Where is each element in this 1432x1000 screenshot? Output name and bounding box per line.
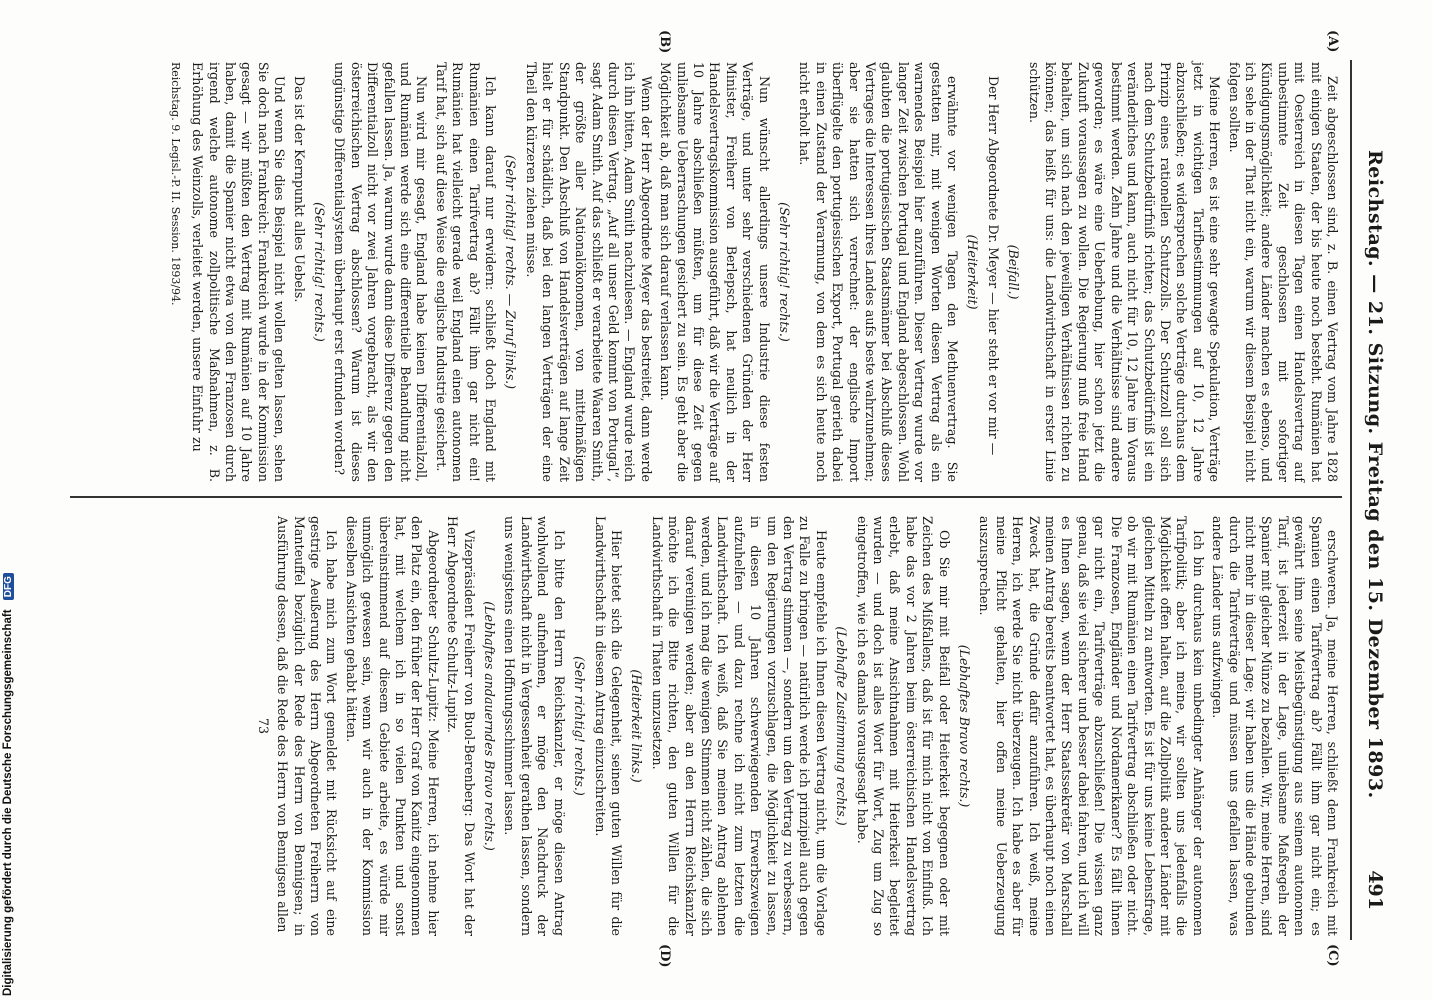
interjection: (Sehr richtig! rechts. — Zuruf links.) xyxy=(503,154,519,390)
interjection: (Heiterkeit) xyxy=(965,234,981,310)
source-line: Reichstag. 9. Legisl.-P. II. Session. 1893/94. xyxy=(168,62,182,306)
paragraph: erschweren. Ja, meine Herren, schließt denn Frankreich mit Spanien einen Tarifvertrag ab? Fällt ihm gar nicht ein; es gewährt ihm seine Meistbegünstigung aus seinem autonomen Tarif, ist jederzeit in der Lage, unliebsame Maßregeln der Spanier mit gleicher Münze zu bezahlen. Wir, meine Herren, sind nicht mehr in dieser Lage; wir haben uns die Hände gebunden durch die Tarifverträge und müssen uns gefallen lassen, was andere Länder uns aufzwingen. xyxy=(1210,516,1340,936)
interjection: (Sehr richtig! rechts.) xyxy=(312,202,328,342)
paragraph: Und wenn Sie dies Beispiel nicht wollen gelten lassen, sehen Sie doch nach Frankreich: Frankreich wurde in der Kommission gesagt — wir müßten den Vertrag mit Rumänien auf 10 Jahre haben, damit die Spanier nicht etwa von den Franzosen durch irgend welche autonome zollpolitische Maßnahmen, z. B. Erhöhung des Weinzolls, verleitet werden, unsere Einfuhr zu xyxy=(190,62,288,482)
paragraph: Wenn der Herr Abgeordnete Meyer das bestreitet, dann werde ich ihn bitten, Adam Smith nachzulesen. — England wurde reich durch diesen Vertrag. „Auf all unser Geld kommt von Portugal“, sagt Adam Smith. Auf das schließt er verarbeitete Waaren Smith, der größte aller Nationalökonomen, von mittelmäßigen Standpunkt. Den Abschluß von Handelsverträgen auf lange Zeit hielt er für schädlich, daß bei den langen Verträgen der eine Theil den kürzeren ziehen müsse. xyxy=(523,62,654,482)
paragraph: Ich habe mich zum Wort gemeldet mit Rücksicht auf eine gestrige Aeußerung des Herrn Abgeordneten Freiherrn von Manteuffel bezüglich der Rede des Herrn von Bennigsen; in Ausführung dessen, daß die Rede des Herrn von Bennigsen allen xyxy=(275,516,340,936)
interjection: (Sehr richtig! rechts.) xyxy=(572,656,588,796)
paragraph: Vizepräsident Freiherr von Buol-Berenberg: Das Wort hat der Herr Abgeordnete Schultz-Lupitz. xyxy=(445,516,477,936)
paragraph: Der Herr Abgeordnete Dr. Meyer — hier steht er vor mir — xyxy=(985,76,1001,456)
page-number: 491 xyxy=(1364,870,1386,910)
page-header xyxy=(1356,60,1386,920)
interjection: (Beifall.) xyxy=(1006,244,1022,300)
paragraph: Meine Herren, es ist eine sehr gewagte Spekulation, Verträge jetzt in wichtigen Tarifbestimmungen auf 10, 12 Jahre abzuschließen; es widersprechen solche Verträge durchaus dem Prinzip eines rationellen Schutzzolls. Der Schutzzoll soll sich nach dem Schutzbedürfniß richten; das Schutzbedürfniß ist ein veränderliches und kann, auch nicht für 10, 12 Jahre im Voraus bestimmt werden. Zehn Jahre und die Verhältnisse sind andere geworden; es wäre eine Ueberhebung, hier schon jetzt die Zukunft voraussagen zu wollen. Die Regierung muß freie Hand behalten, um sich nach den jeweiligen Verhältnissen richten zu können; das heißt für uns: die Landwirthschaft in erster Linie schützen. xyxy=(1026,62,1223,482)
sheet-number: 73 xyxy=(255,717,271,735)
margin-mark-c: (C) xyxy=(1325,944,1340,967)
interjection: (Lebhaftes andauerndes Bravo rechts.) xyxy=(482,601,498,851)
paragraph: Hier bietet sich die Gelegenheit, seinen guten Willen für die Landwirthschaft in diesem Antrag einzuschreiten. xyxy=(592,516,624,936)
paragraph: Zeit abgeschlossen sind, z. B. einen Vertrag vom Jahre 1828 mit einigen Staaten, der bis heute noch besteht. Rumänien hat mit Oesterreich in diesen Tagen einen Handelsvertrag auf unbestimmte Zeit geschlossen mit sofortiger Kündigungsmöglichkeit; andere Länder machen es ebenso, und ich sehe in der That nicht ein, warum wir diesem Beispiel nicht folgen sollten. xyxy=(1226,62,1340,482)
margin-mark-a: (A) xyxy=(1325,30,1340,53)
margin-mark-d: (D) xyxy=(657,944,672,968)
interjection: (Sehr richtig! rechts.) xyxy=(777,202,792,342)
running-title: Reichstag. — 21. Sitzung. Freitag den 15. Dezember 1893. xyxy=(1364,150,1386,799)
paragraph: Abgeordneter Schultz-Lupitz: Meine Herren, ich nehme hier den Platz ein, den früher der Herr Graf von Kanitz eingenommen hat, mit welchem ich in so vielen Punkten und sonst übereinstimmend auf diesem Gebiete arbeite, es würde mir unmöglich gewesen sein, wenn wir auch in der Kommission dieselben Ansichten gehabt hätten. xyxy=(343,516,441,936)
interjection: (Lebhaftes Bravo rechts.) xyxy=(957,644,973,808)
paragraph: erwähnte vor wenigen Tagen den Methuenvertrag. Sie gestatten mir, mit wenigen Worten diesen Vertrag als ein warnendes Beispiel hier anzuführen. Dieser Vertrag wurde vor langer Zeit zwischen Portugal und England abgeschlossen. Wohl glaubten die portugiesischen Staatsmänner bei Abschluß dieses Vertrages die Interessen ihres Landes aufs beste wahrzunehmen; aber sie hatten sich verrechnet: der englische Import überflügelte den portugiesischen Export, Portugal gerieth dabei in einen Zustand der Verarmung, von dem es sich heute noch nicht erholt hat. xyxy=(797,62,961,482)
margin-mark-b: (B) xyxy=(657,30,672,54)
right-text-column xyxy=(251,516,1340,936)
header-rule xyxy=(1350,60,1352,940)
left-text-column xyxy=(163,62,1340,482)
credit-text: Digitalisierung gefördert durch die Deutsche Forschungsgemeinschaft xyxy=(2,609,14,996)
interjection: (Lebhafte Zustimmung rechts.) xyxy=(834,626,850,826)
paragraph: Ob Sie mir mit Beifall oder Heiterkeit begegnen oder mit Zeichen des Mißfallens, daß ist für mich nicht von Einfluß. Ich habe das vor 2 Jahren beim österreichischen Handelsvertrag erlebt, daß meine Ansichtnahmen mit Heiterkeit begleitet wurden — und doch ist alles Wort für Wort, Zug um Zug so eingetroffen, wie ich es damals vorausgesagt habe. xyxy=(854,516,952,936)
paragraph: Das ist der Kernpunkt alles Uebels. xyxy=(291,76,307,303)
column-divider xyxy=(70,496,1342,498)
paragraph: Nun wünscht allerdings unsere Industrie diese festen Verträge, und unter sehr verschiedenen Gründen der Herr Minister, Freiherr von Berlepsch, hat neulich in der Handelsvertragskommission ausgeführt, daß wir die Verträge auf 10 Jahre abschließen müßten, um für diese Zeit gegen unliebsame Ueberraschungen gesichert zu sein. Es geht aber die Möglichkeit ab, daß man sich darauf verlassen kann. xyxy=(658,62,772,482)
interjection: (Heiterkeit links.) xyxy=(629,669,645,783)
dfg-logo: DFG xyxy=(3,573,14,600)
paragraph: Ich bitte den Herrn Reichskanzler, er möge diesen Antrag wohlwollend aufnehmen, er möge den Nachdruck der Landwirthschaft nicht in Vergessenheit gerathen lassen, sondern uns wenigstens einen Hoffnungsschimmer lassen. xyxy=(502,516,567,936)
paragraph: Ich kann darauf nur erwidern: schließt doch England mit Rumänien einen Tarifvertrag ab? Fällt ihm gar nicht ein! Rumänien hat vielleicht gerade weil England einen autonomen Tarif hat, sich auf diese Weise die englische Industrie gesichert. xyxy=(433,62,499,482)
paragraph: Ich bin durchaus kein unbedingter Anhänger der autonomen Tarifpolitik; aber ich meine, wir sollten uns jedenfalls die Möglichkeit offen halten, auf die Zollpolitik anderer Länder mit gleichen Mitteln zu antworten. Es ist für uns keine Lebensfrage, ob wir mit Rumänien einen Tarifvertrag abschließen oder nicht. Die Franzosen, Engländer und Nordamerikaner? Es fällt ihnen gar nicht ein, Tarifverträge abzuschließen! Die wissen ganz genau, daß sie viel sicherer und besser dabei fahren, und ich will es Ihnen sagen, wenn der Herr Staatssekretär von Marschall meinen Antrag bereits beantwortet hat, es überhaupt noch einen Zweck hat, die Gründe dafür anzuführen. Ich weiß, meine Herren, ich werde Sie nicht überzeugen. Ich habe es aber für meine Pflicht gehalten, hier offen meine Ueberzeugung auszusprechen. xyxy=(977,516,1206,936)
paragraph: Nun wird mir gesagt, England habe keinen Differentialzoll, und Rumänien werde sich eine differentielle Behandlung nicht gefallen lassen. Ja, warum wurde dann diese Differenz gegen den Differentialzoll nicht vor zwei Jahren vorgebracht, als wir den österreichischen Vertrag abschlossen? Warum ist dieses ungünstige Differentialsystem überhaupt erst erfunden worden? xyxy=(332,62,430,482)
paragraph: Heute empfehle ich Ihnen diesen Vertrag nicht, um die Vorlage zu Falle zu bringen — natürlich werde ich prinzipiell auch gegen den Vertrag stimmen —, sondern um den Vertrag zu verbessern, um den Regierungen vorzuschlagen, die Möglichkeit zu lassen, in diesen 10 Jahren schwerwiegenden Erwerbszweigen aufzuhelfen — und dazu rechne ich nicht zum letzten die Landwirthschaft. Ich weiß, daß Sie meinen Antrag ablehnen werden, und ich mag die wenigen Stimmen nicht zählen, die sich darauf vereinigen werden; aber an den Herrn Reichskanzler möchte ich die Bitte richten, den guten Willen für die Landwirthschaft in Thaten umzusetzen. xyxy=(649,516,829,936)
